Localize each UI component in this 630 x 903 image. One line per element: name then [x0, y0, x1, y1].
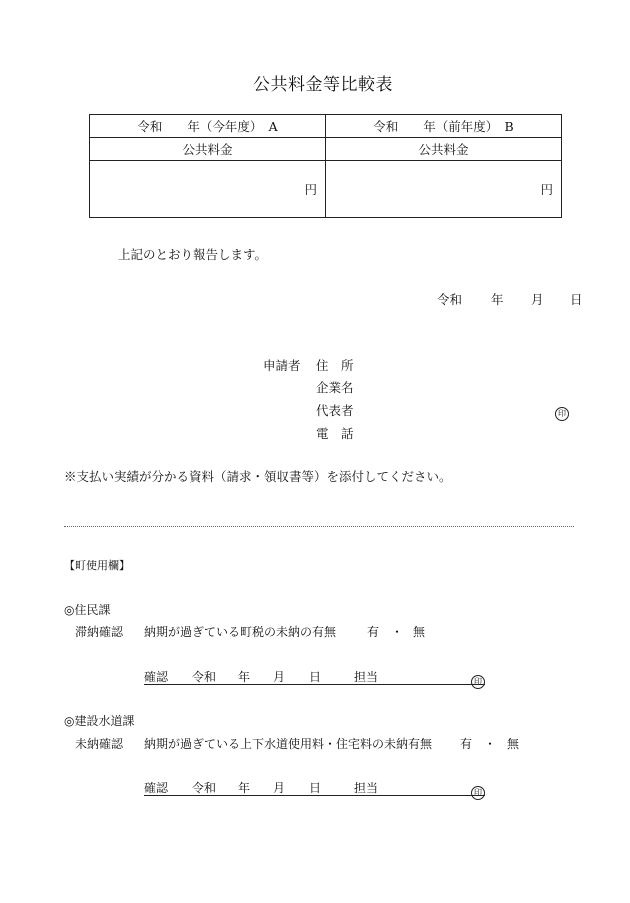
col-b-subheader: 公共料金 — [326, 138, 562, 161]
section2-underline — [144, 795, 485, 796]
section1-era: 令和 — [192, 670, 217, 684]
section1-year: 年 — [238, 670, 251, 684]
section2-dot: ・ — [484, 737, 497, 751]
col-a-unit: 円 — [304, 182, 317, 197]
col-a-amount-cell[interactable] — [90, 161, 326, 218]
applicant-phone-label: 電 話 — [316, 426, 354, 441]
section2-day: 日 — [309, 781, 322, 795]
section1-month: 月 — [273, 670, 286, 684]
section1-check-label: 滞納確認 — [75, 625, 124, 639]
applicant-representative-label: 代表者 — [316, 403, 354, 418]
section1-day: 日 — [309, 670, 322, 684]
col-b-header: 令和 年（前年度） B — [326, 115, 562, 138]
section1-dot: ・ — [391, 625, 404, 639]
section1-dept: ◎住民課 — [64, 603, 111, 617]
col-a-header: 令和 年（今年度） A — [90, 115, 326, 138]
office-use-heading: 【町使用欄】 — [64, 559, 130, 572]
section2-year: 年 — [238, 781, 251, 795]
section2-confirm: 確認 — [144, 781, 169, 795]
section2-dept: ◎建設水道課 — [64, 714, 135, 728]
section2-era: 令和 — [192, 781, 217, 795]
report-text: 上記のとおり報告します。 — [118, 247, 268, 262]
col-a-subheader: 公共料金 — [90, 138, 326, 161]
comparison-table — [89, 114, 562, 218]
date-month: 月 — [531, 292, 544, 307]
section1-check-text: 納期が過ぎている町税の未納の有無 — [144, 625, 337, 639]
attachment-note: ※支払い実績が分かる資料（請求・領収書等）を添付してください。 — [64, 469, 452, 484]
date-era: 令和 — [437, 292, 463, 307]
section1-seal-icon: 印 — [471, 669, 485, 689]
section1-yes[interactable]: 有 — [367, 625, 380, 639]
section2-check-label: 未納確認 — [75, 737, 124, 751]
dotted-separator — [64, 526, 574, 527]
section2-seal-icon: 印 — [471, 780, 485, 800]
section2-yes[interactable]: 有 — [460, 737, 473, 751]
date-day: 日 — [570, 292, 583, 307]
section2-check-text: 納期が過ぎている上下水道使用料・住宅料の未納有無 — [144, 737, 433, 751]
applicant-address-label: 住 所 — [316, 358, 354, 373]
document-title: 公共料金等比較表 — [253, 75, 393, 95]
date-year: 年 — [491, 292, 504, 307]
section1-no[interactable]: 無 — [413, 625, 426, 639]
section2-no[interactable]: 無 — [507, 737, 520, 751]
applicant-label: 申請者 — [263, 358, 301, 373]
col-b-amount-cell[interactable] — [326, 161, 562, 218]
section1-confirm: 確認 — [144, 670, 169, 684]
section2-month: 月 — [273, 781, 286, 795]
section2-staff: 担当 — [354, 781, 379, 795]
col-b-unit: 円 — [540, 182, 553, 197]
section1-underline — [144, 684, 485, 685]
applicant-company-label: 企業名 — [316, 380, 354, 395]
representative-seal-icon: 印 — [555, 401, 569, 421]
section1-staff: 担当 — [354, 670, 379, 684]
